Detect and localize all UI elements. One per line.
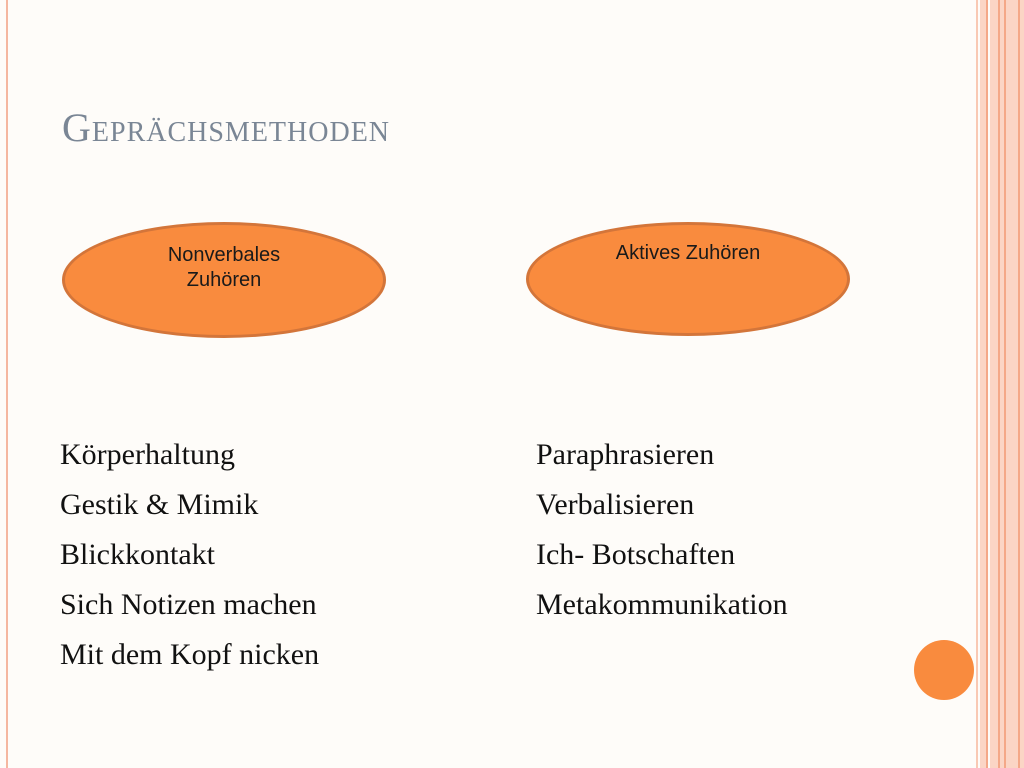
- decorative-circle: [914, 640, 974, 700]
- right-decor-stripe: [1018, 0, 1020, 768]
- list-item: Gestik & Mimik: [60, 488, 259, 521]
- active-listening-ellipse: [526, 222, 850, 336]
- list-item: Körperhaltung: [60, 438, 235, 471]
- nonverbal-methods-list: [60, 430, 319, 680]
- right-decor-stripe: [1004, 0, 1006, 768]
- list-item: Ich- Botschaften: [536, 538, 736, 571]
- left-accent-line: [6, 0, 8, 768]
- list-item: Sich Notizen machen: [60, 588, 317, 621]
- right-decor-stripe: [986, 0, 988, 768]
- slide-title: Geprächsmethoden: [62, 105, 391, 150]
- right-decor-stripe: [976, 0, 978, 768]
- list-item: Metakommunikation: [536, 588, 788, 621]
- list-item: Paraphrasieren: [536, 438, 715, 471]
- right-decor-stripe: [990, 0, 998, 768]
- nonverbal-listening-ellipse: [62, 222, 386, 338]
- right-decor-stripe: [998, 0, 1000, 768]
- active-methods-list: [536, 430, 788, 630]
- list-item: Mit dem Kopf nicken: [60, 638, 320, 671]
- ellipse-label: Aktives Zuhören: [615, 241, 761, 264]
- ellipse-label-line-1: Nonverbales: [167, 244, 281, 266]
- list-item: Blickkontakt: [60, 538, 215, 571]
- ellipse-label-line-2: Zuhören: [186, 269, 262, 291]
- list-item: Verbalisieren: [536, 488, 695, 521]
